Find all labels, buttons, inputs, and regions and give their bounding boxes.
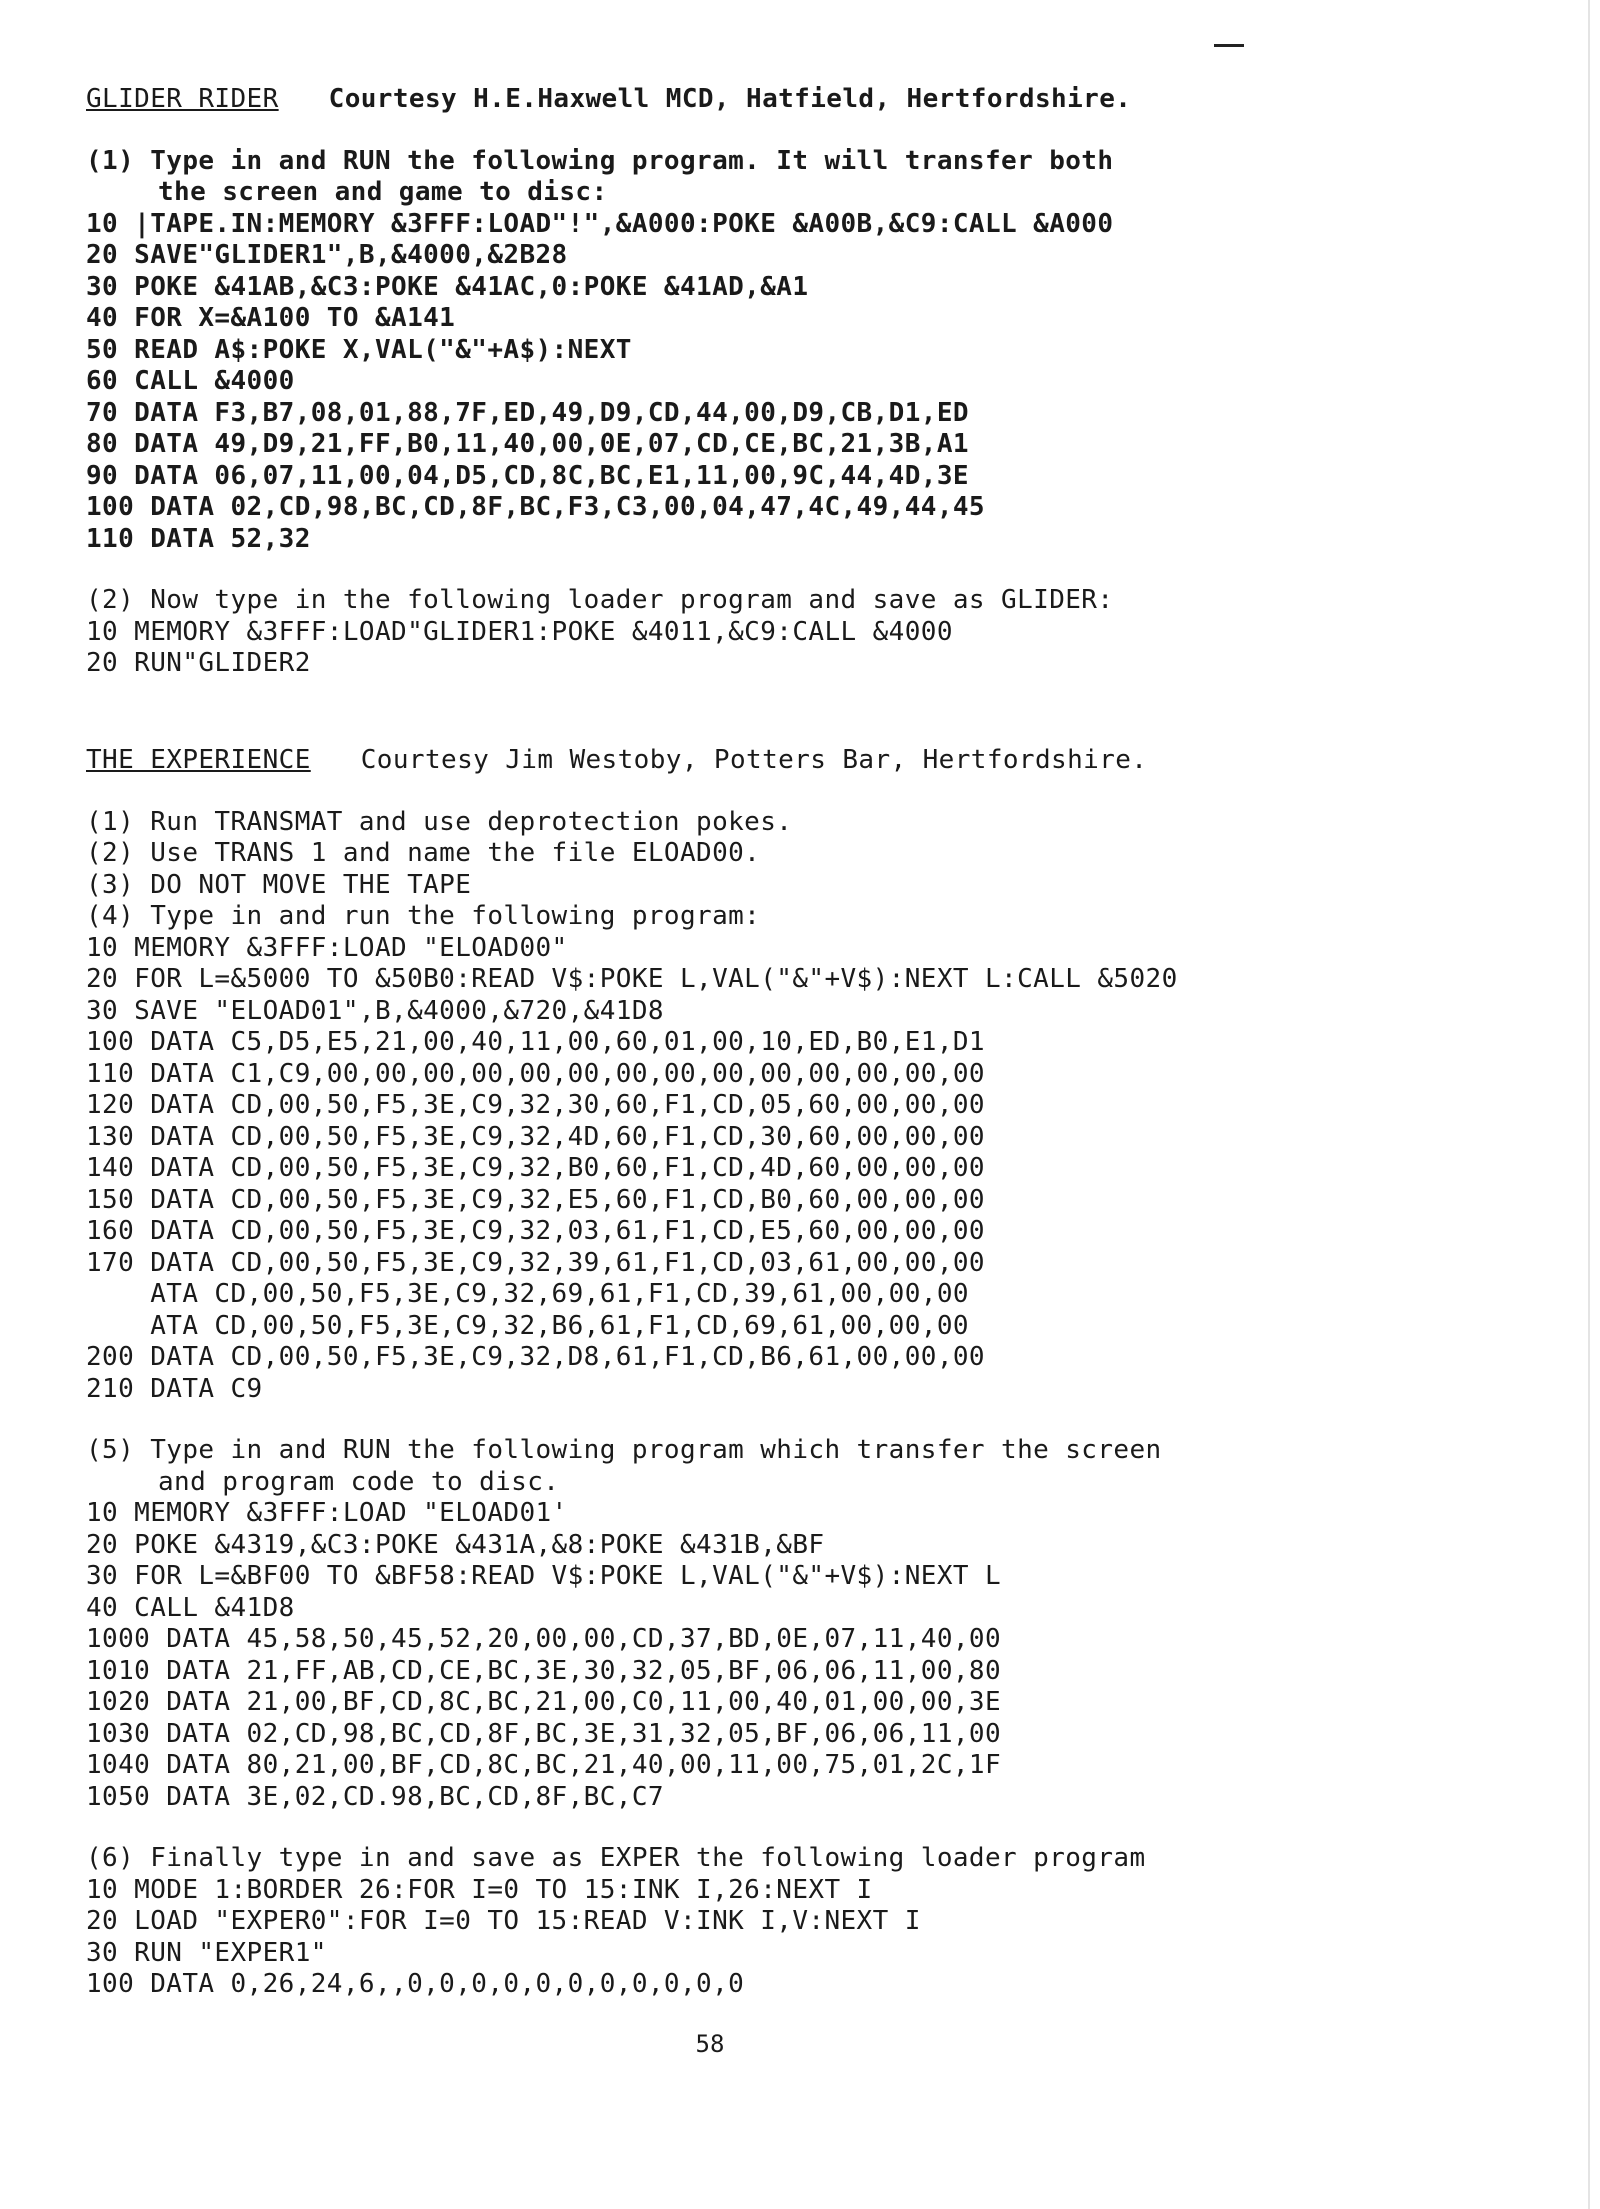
code-listing (86, 209, 1566, 556)
step-text: (2) Now type in the following loader program and save as GLIDER: (86, 585, 1114, 615)
code-line: 150 DATA CD,00,50,F5,3E,C9,32,E5,60,F1,CD,B0,60,00,00,00 (86, 1184, 985, 1215)
code-line: 100 DATA 02,CD,98,BC,CD,8F,BC,F3,C3,00,04,47,4C,49,44,45 (86, 492, 985, 522)
code-line: 10 |TAPE.IN:MEMORY &3FFF:LOAD"!",&A000:POKE &A00B,&C9:CALL &A000 (86, 208, 1114, 239)
code-listing (86, 1498, 1566, 1813)
code-line: 10 MEMORY &3FFF:LOAD "ELOAD00" (86, 932, 568, 963)
step-text: and program code to disc. (158, 1466, 560, 1497)
code-line: 120 DATA CD,00,50,F5,3E,C9,32,30,60,F1,CD,05,60,00,00,00 (86, 1090, 985, 1120)
step-text: (1) Type in and RUN the following program. It will transfer both (86, 145, 1114, 176)
code-line: 1020 DATA 21,00,BF,CD,8C,BC,21,00,C0,11,00,40,01,00,00,3E (86, 1687, 1002, 1717)
step-text: the screen and game to disc: (158, 177, 608, 207)
experience-header (86, 745, 1566, 777)
code-line: 1030 DATA 02,CD,98,BC,CD,8F,BC,3E,31,32,05,BF,06,06,11,00 (86, 1718, 1002, 1749)
code-line: 10 MEMORY &3FFF:LOAD"GLIDER1:POKE &4011,&C9:CALL &4000 (86, 616, 953, 647)
code-line: 170 DATA CD,00,50,F5,3E,C9,32,39,61,F1,CD,03,61,00,00,00 (86, 1247, 985, 1278)
code-line: 200 DATA CD,00,50,F5,3E,C9,32,D8,61,F1,CD,B6,61,00,00,00 (86, 1342, 985, 1372)
code-line: 110 DATA 52,32 (86, 523, 311, 554)
code-line: 160 DATA CD,00,50,F5,3E,C9,32,03,61,F1,CD,E5,60,00,00,00 (86, 1216, 985, 1246)
code-line: 70 DATA F3,B7,08,01,88,7F,ED,49,D9,CD,44,00,D9,CB,D1,ED (86, 397, 969, 428)
code-line: 80 DATA 49,D9,21,FF,B0,11,40,00,0E,07,CD,CE,BC,21,3B,A1 (86, 429, 969, 459)
glider-rider-header (86, 84, 1566, 116)
section-credit: Courtesy H.E.Haxwell MCD, Hatfield, Hertfordshire. (328, 84, 1132, 114)
code-listing (86, 933, 1566, 1406)
step-text: (4) Type in and run the following program: (86, 901, 761, 931)
code-line: 140 DATA CD,00,50,F5,3E,C9,32,B0,60,F1,CD,4D,60,00,00,00 (86, 1153, 985, 1183)
code-line: 30 RUN "EXPER1" (86, 1937, 327, 1968)
code-listing (86, 617, 1566, 680)
code-line: 1050 DATA 3E,02,CD.98,BC,CD,8F,BC,C7 (86, 1781, 664, 1812)
code-line: 60 CALL &4000 (86, 366, 295, 396)
code-listing (86, 1875, 1566, 2001)
code-line: 30 FOR L=&BF00 TO &BF58:READ V$:POKE L,VAL("&"+V$):NEXT L (86, 1561, 1002, 1591)
code-line: 100 DATA C5,D5,E5,21,00,40,11,00,60,01,00,10,ED,B0,E1,D1 (86, 1027, 985, 1057)
code-line: 40 CALL &41D8 (86, 1592, 295, 1623)
code-line: 30 SAVE "ELOAD01",B,&4000,&720,&41D8 (86, 995, 664, 1026)
code-line: 50 READ A$:POKE X,VAL("&"+A$):NEXT (86, 334, 632, 365)
step-text: (5) Type in and RUN the following program which transfer the screen (86, 1435, 1162, 1465)
section-credit: Courtesy Jim Westoby, Potters Bar, Hertfordshire. (360, 745, 1148, 775)
code-line: 130 DATA CD,00,50,F5,3E,C9,32,4D,60,F1,CD,30,60,00,00,00 (86, 1121, 985, 1152)
code-line: 210 DATA C9 (86, 1373, 263, 1404)
code-line: ATA CD,00,50,F5,3E,C9,32,B6,61,F1,CD,69,61,00,00,00 (86, 1310, 969, 1341)
step-text: (6) Finally type in and save as EXPER the following loader program (86, 1843, 1146, 1873)
page-number: 58 (695, 2030, 725, 2058)
section-title: THE EXPERIENCE (86, 745, 311, 775)
the-experience-section (86, 745, 1566, 2001)
glider-rider-section (86, 84, 1566, 680)
code-line: 20 FOR L=&5000 TO &50B0:READ V$:POKE L,VAL("&"+V$):NEXT L:CALL &5020 (86, 964, 1178, 994)
step-text: (1) Run TRANSMAT and use deprotection pokes. (86, 806, 793, 837)
section-title: GLIDER RIDER (86, 84, 279, 114)
code-line: 20 POKE &4319,&C3:POKE &431A,&8:POKE &431B,&BF (86, 1529, 825, 1560)
code-line: 90 DATA 06,07,11,00,04,D5,CD,8C,BC,E1,11,00,9C,44,4D,3E (86, 460, 969, 491)
code-line: 1040 DATA 80,21,00,BF,CD,8C,BC,21,40,00,11,00,75,01,2C,1F (86, 1750, 1002, 1780)
code-line: 10 MEMORY &3FFF:LOAD "ELOAD01' (86, 1498, 568, 1528)
code-line: 110 DATA C1,C9,00,00,00,00,00,00,00,00,00,00,00,00,00,00 (86, 1058, 985, 1089)
code-line: 20 RUN"GLIDER2 (86, 648, 311, 678)
step-text: (3) DO NOT MOVE THE TAPE (86, 869, 472, 900)
code-line: 10 MODE 1:BORDER 26:FOR I=0 TO 15:INK I,26:NEXT I (86, 1874, 873, 1905)
code-line: ATA CD,00,50,F5,3E,C9,32,69,61,F1,CD,39,61,00,00,00 (86, 1279, 969, 1309)
step-text: (2) Use TRANS 1 and name the file ELOAD00. (86, 838, 761, 868)
code-line: 20 SAVE"GLIDER1",B,&4000,&2B28 (86, 240, 568, 270)
page-edge (1588, 0, 1590, 2209)
code-line: 100 DATA 0,26,24,6,,0,0,0,0,0,0,0,0,0,0,0 (86, 1969, 745, 1999)
page-mark (1214, 44, 1244, 47)
code-line: 1010 DATA 21,FF,AB,CD,CE,BC,3E,30,32,05,BF,06,06,11,00,80 (86, 1655, 1002, 1686)
code-line: 20 LOAD "EXPER0":FOR I=0 TO 15:READ V:INK I,V:NEXT I (86, 1906, 921, 1936)
code-line: 30 POKE &41AB,&C3:POKE &41AC,0:POKE &41AD,&A1 (86, 271, 809, 302)
code-line: 1000 DATA 45,58,50,45,52,20,00,00,CD,37,BD,0E,07,11,40,00 (86, 1624, 1002, 1654)
code-line: 40 FOR X=&A100 TO &A141 (86, 303, 456, 333)
